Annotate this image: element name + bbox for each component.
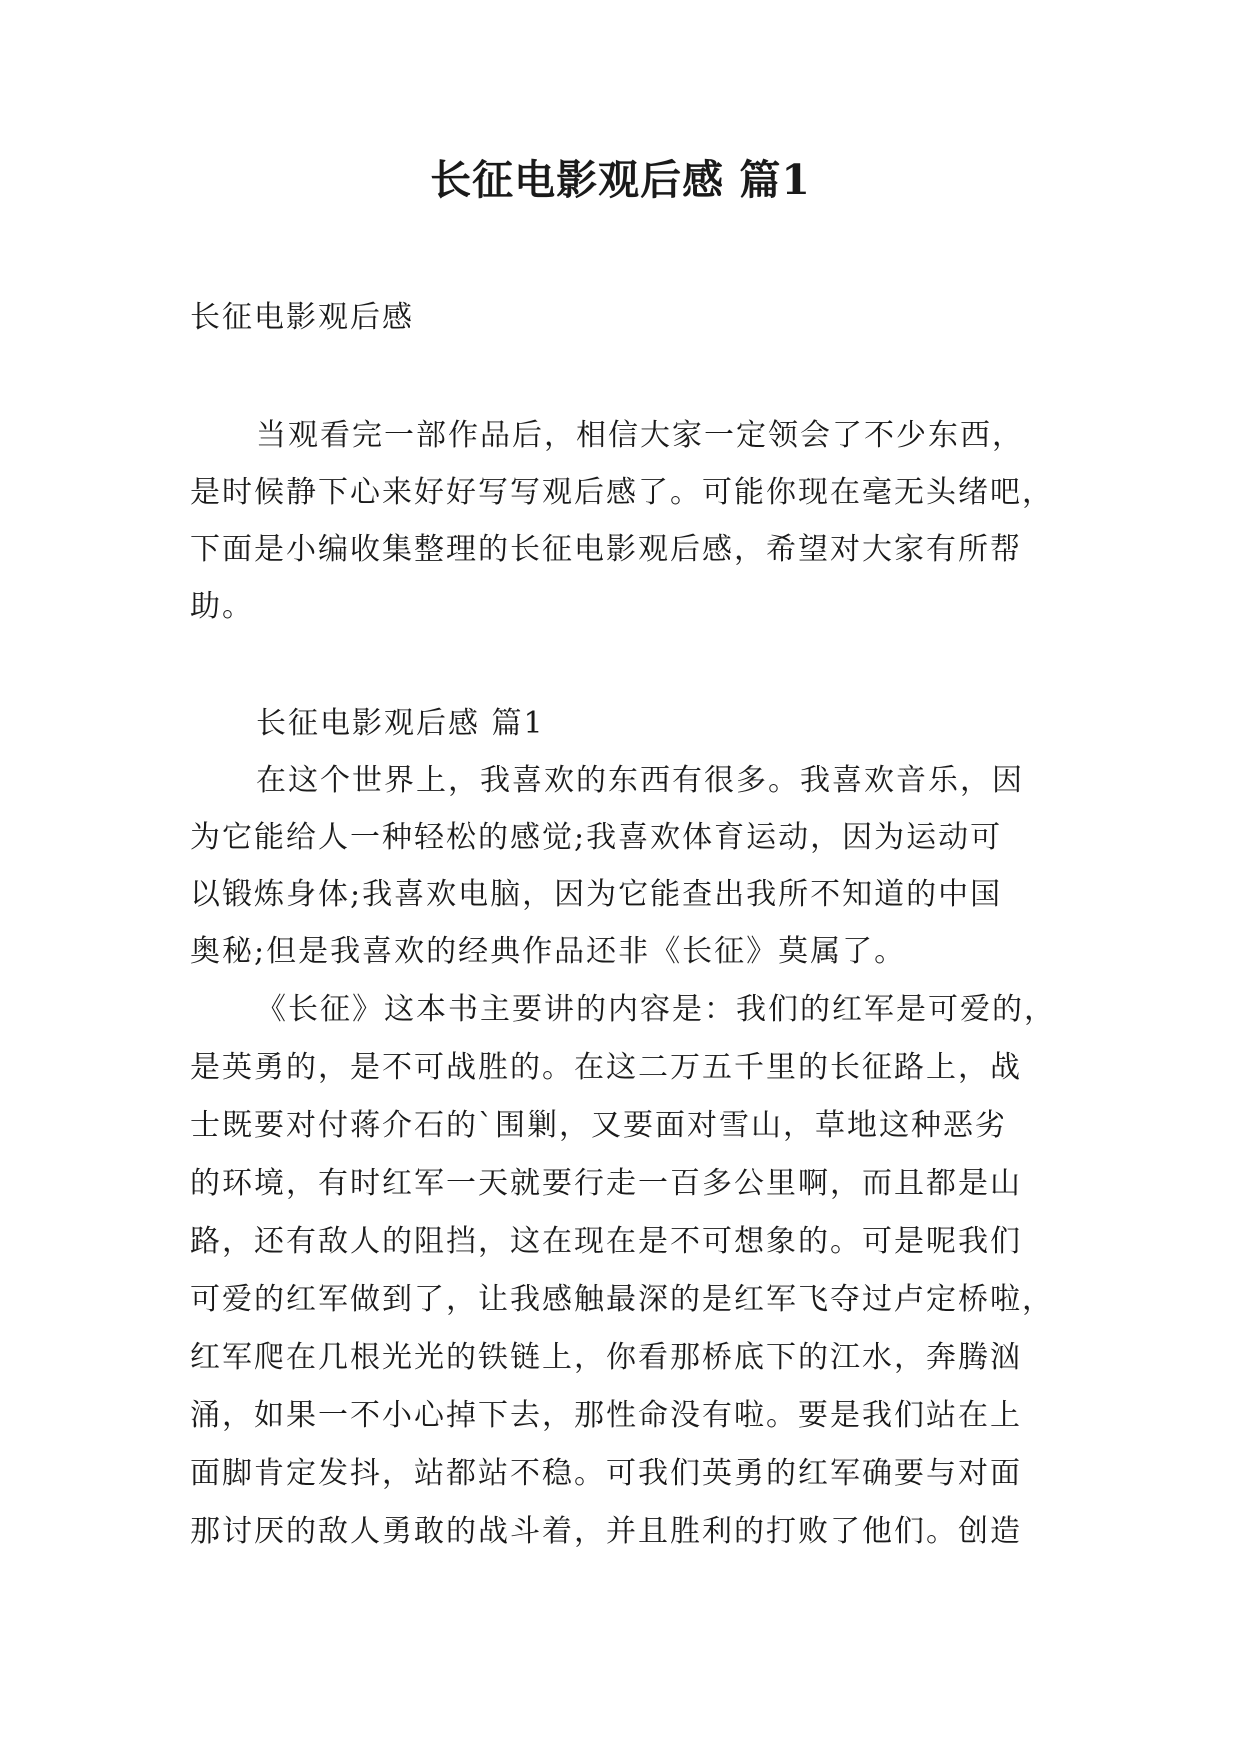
paragraph-line: 奥秘;但是我喜欢的经典作品还非《长征》莫属了。 — [190, 934, 907, 969]
paragraph-line: 在这个世界上，我喜欢的东西有很多。我喜欢音乐，因 — [256, 763, 1024, 798]
intro-line: 下面是小编收集整理的长征电影观后感，希望对大家有所帮 — [190, 532, 1022, 567]
paragraph-line: 以锻炼身体;我喜欢电脑，因为它能查出我所不知道的中国 — [190, 877, 1003, 912]
paragraph-line: 是英勇的，是不可战胜的。在这二万五千里的长征路上，战 — [190, 1050, 1022, 1085]
intro-line: 当观看完一部作品后，相信大家一定领会了不少东西， — [256, 418, 1024, 453]
paragraph-line: 的环境，有时红军一天就要行走一百多公里啊，而且都是山 — [190, 1166, 1022, 1201]
paragraph-line: 《长征》这本书主要讲的内容是：我们的红军是可爱的， — [256, 992, 1056, 1027]
paragraph-line: 面脚肯定发抖，站都站不稳。可我们英勇的红军确要与对面 — [190, 1456, 1022, 1491]
document-subtitle: 长征电影观后感 — [190, 300, 414, 335]
document-title: 长征电影观后感 篇1 — [430, 156, 811, 204]
intro-line: 是时候静下心来好好写写观后感了。可能你现在毫无头绪吧， — [190, 475, 1054, 510]
paragraph-line: 红军爬在几根光光的铁链上，你看那桥底下的江水，奔腾汹 — [190, 1340, 1022, 1375]
paragraph-line: 可爱的红军做到了，让我感触最深的是红军飞夺过卢定桥啦， — [190, 1282, 1054, 1317]
paragraph-line: 那讨厌的敌人勇敢的战斗着，并且胜利的打败了他们。创造 — [190, 1514, 1022, 1549]
paragraph-line: 士既要对付蒋介石的`围剿，又要面对雪山，草地这种恶劣 — [190, 1108, 1007, 1143]
paragraph-line: 为它能给人一种轻松的感觉;我喜欢体育运动，因为运动可 — [190, 820, 1003, 855]
paragraph-line: 涌，如果一不小心掉下去，那性命没有啦。要是我们站在上 — [190, 1398, 1022, 1433]
paragraph-line: 路，还有敌人的阻挡，这在现在是不可想象的。可是呢我们 — [190, 1224, 1022, 1259]
intro-line: 助。 — [190, 589, 254, 624]
section-heading: 长征电影观后感 篇1 — [256, 706, 545, 741]
